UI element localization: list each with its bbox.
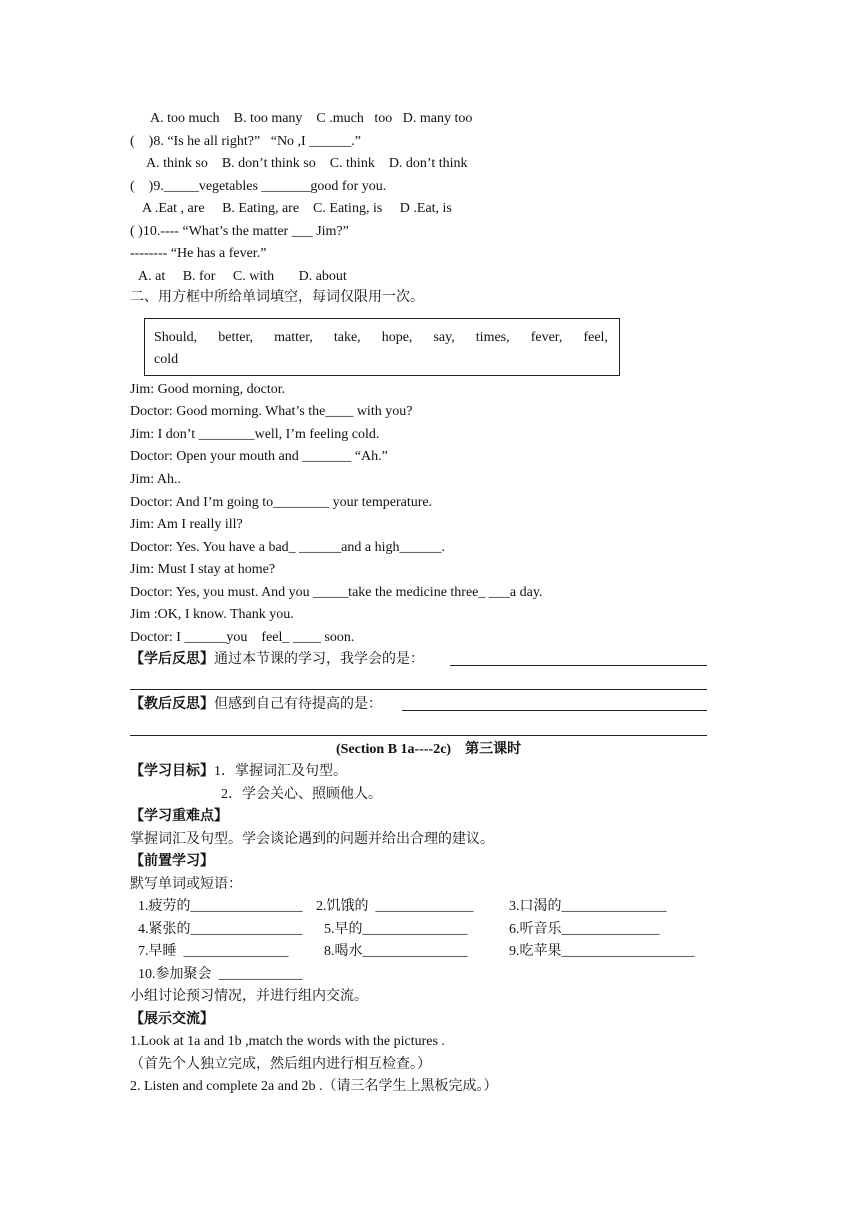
vocab-item: 6.听音乐______________ <box>509 922 660 937</box>
answer-line <box>450 665 707 666</box>
student-reflection-text: 通过本节课的学习，我学会的是： <box>214 652 424 667</box>
word-item: hope, <box>381 330 413 345</box>
dialogue-line: Jim: Good morning, doctor. <box>130 382 286 397</box>
task-1: 1.Look at 1a and 1b ,match the words with the pictures . <box>130 1034 445 1049</box>
student-reflection-label: 【学后反思】 <box>130 652 214 667</box>
word-box-content <box>154 327 608 371</box>
q9-options: A .Eat , are B. Eating, are C. Eating, is D .Eat, is <box>142 201 452 216</box>
question-9: ( )9._____vegetables _______good for you. <box>130 179 387 194</box>
dialogue-line: Doctor: Yes. You have a bad_ ______and a high______. <box>130 540 445 555</box>
lesson-title-cn: 第三课时 <box>465 742 522 757</box>
word-item: feel, <box>583 330 608 345</box>
word-item: times, <box>475 330 510 345</box>
word-item: fever, <box>530 330 563 345</box>
word-item: matter, <box>274 330 313 345</box>
question-10: ( )10.---- “What’s the matter ___ Jim?” <box>130 224 349 239</box>
show-exchange-label: 【展示交流】 <box>130 1012 214 1027</box>
q10-options: A. at B. for C. with D. about <box>138 269 347 284</box>
q10-reply: -------- “He has a fever.” <box>130 246 267 261</box>
vocab-item: 3.口渴的_______________ <box>509 899 667 914</box>
lesson-title-section: (Section B 1a----2c) <box>336 742 452 757</box>
answer-line <box>402 710 707 711</box>
vocab-item: 8.喝水_______________ <box>324 944 468 959</box>
word-box-row <box>154 327 608 349</box>
word-item-last: cold <box>154 352 179 367</box>
dialogue-line: Jim: Ah.. <box>130 472 181 487</box>
dialogue-line: Jim :OK, I know. Thank you. <box>130 607 294 622</box>
dialogue-line: Doctor: Yes, you must. And you _____take the medicine three_ ___a day. <box>130 585 543 600</box>
dialogue-line: Doctor: Open your mouth and _______ “Ah.” <box>130 449 388 464</box>
goal-1: 1．掌握词汇及句型。 <box>214 764 347 779</box>
vocab-item: 5.早的_______________ <box>324 922 468 937</box>
teacher-reflection-label: 【教后反思】 <box>130 697 214 712</box>
key-points-label: 【学习重难点】 <box>130 809 228 824</box>
vocab-item: 10.参加聚会 ____________ <box>138 967 303 982</box>
task-2: 2. Listen and complete 2a and 2b .（请三名学生上黑板完成。） <box>130 1079 498 1094</box>
teacher-reflection-text: 但感到自己有待提高的是： <box>214 697 382 712</box>
vocab-item: 2.饥饿的 ______________ <box>316 899 474 914</box>
answer-line <box>130 689 707 690</box>
dialogue-line: Jim: Am I really ill? <box>130 517 243 532</box>
dialogue-line: Doctor: I ______you feel_ ____ soon. <box>130 630 355 645</box>
question-8: ( )8. “Is he all right?” “No ,I ______.” <box>130 134 361 149</box>
dialogue-line: Jim: Must I stay at home? <box>130 562 276 577</box>
q7-options: A. too much B. too many C .much too D. many too <box>150 111 473 126</box>
word-item: Should, <box>154 330 198 345</box>
key-points-text: 掌握词汇及句型。学会谈论遇到的问题并给出合理的建议。 <box>130 832 494 847</box>
vocab-item: 7.早睡 _______________ <box>138 944 289 959</box>
teacher-reflection <box>130 696 382 714</box>
task-1-note: （首先个人独立完成，然后组内进行相互检查。） <box>130 1057 431 1072</box>
dialogue-line: Jim: I don’t ________well, I’m feeling cold. <box>130 427 380 442</box>
answer-line <box>130 735 707 736</box>
vocab-item: 4.紧张的________________ <box>138 922 303 937</box>
dialogue-line: Doctor: Good morning. What’s the____ with you? <box>130 404 413 419</box>
student-reflection <box>130 651 424 669</box>
lesson-title <box>336 741 521 759</box>
dialogue-line: Doctor: And I’m going to________ your temperature. <box>130 495 433 510</box>
word-item: better, <box>218 330 254 345</box>
goals-label: 【学习目标】 <box>130 764 214 779</box>
section2-heading: 二、用方框中所给单词填空，每词仅限用一次。 <box>130 290 424 305</box>
pre-study-label: 【前置学习】 <box>130 854 214 869</box>
vocab-item: 9.吃苹果___________________ <box>509 944 695 959</box>
group-discussion-text: 小组讨论预习情况，并进行组内交流。 <box>130 989 368 1004</box>
vocab-item: 1.疲劳的________________ <box>138 899 303 914</box>
word-item: take, <box>333 330 361 345</box>
q8-options: A. think so B. don’t think so C. think D. don’t think <box>146 156 468 171</box>
word-item: say, <box>433 330 455 345</box>
learning-goals <box>130 763 347 781</box>
pre-study-text: 默写单词或短语： <box>130 877 242 892</box>
goal-2: 2．学会关心、照顾他人。 <box>221 787 382 802</box>
